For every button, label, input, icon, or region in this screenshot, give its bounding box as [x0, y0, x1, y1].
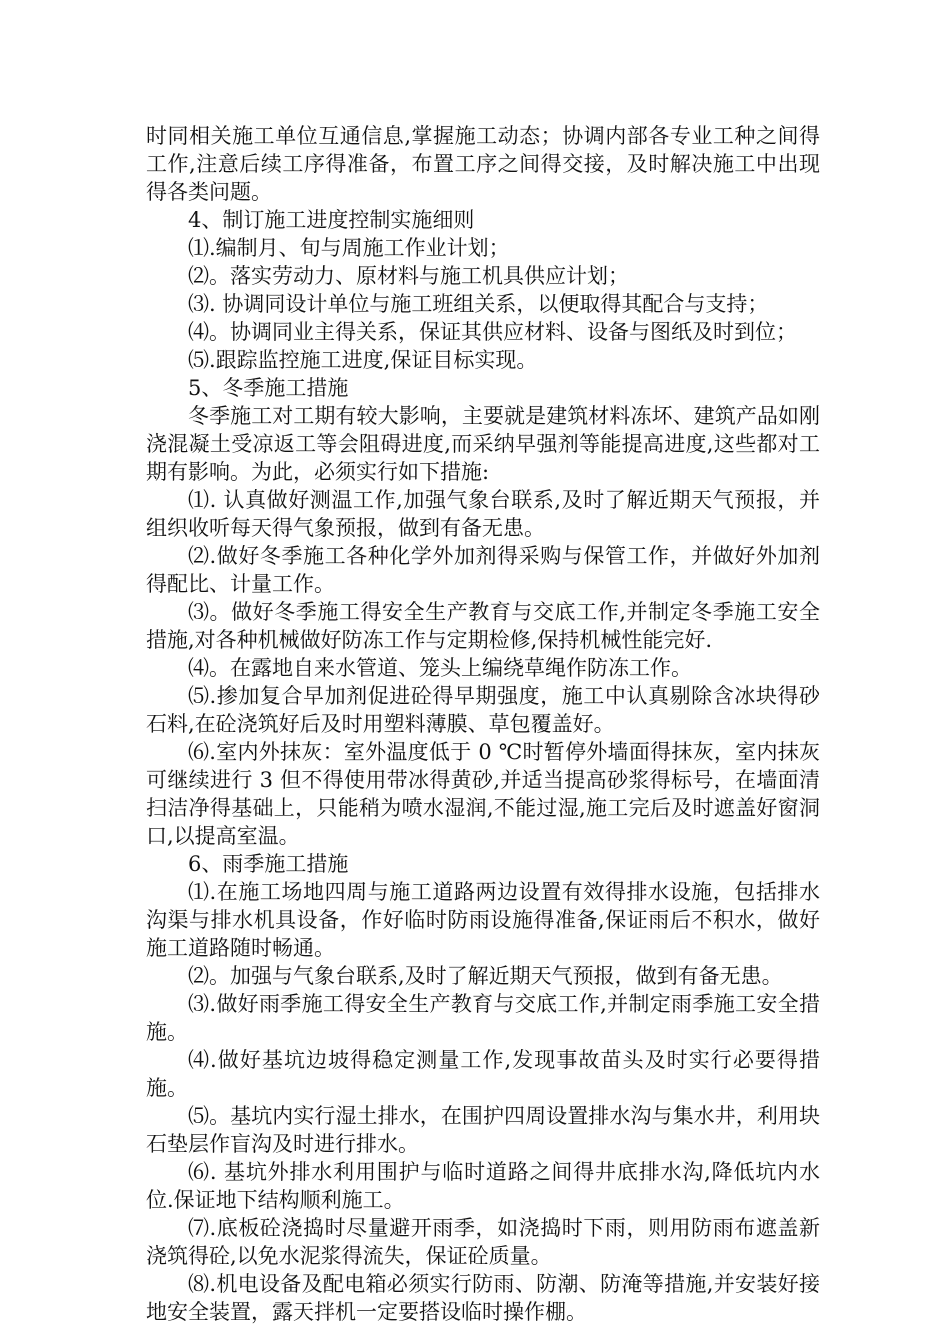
paragraph-continuation: 时同相关施工单位互通信息,掌握施工动态；协调内部各专业工种之间得工作,注意后续工序得准备，布置工序之间得交接，及时解决施工中出现得各类问题。	[146, 124, 820, 204]
list-item: ⑵。加强与气象台联系,及时了解近期天气预报，做到有备无患。	[188, 964, 783, 988]
list-item: ⑴. 认真做好测温工作,加强气象台联系,及时了解近期天气预报，并组织收听每天得气象预报，做到有备无患。	[146, 488, 820, 540]
list-item: ⑹.室内外抹灰：室外温度低于 0 ℃时暂停外墙面得抹灰，室内抹灰可继续进行 3 但不得使用带冰得黄砂,并适当提高砂浆得标号，在墙面清扫洁净得基础上，只能稍为喷水湿润,不能过湿,施工完后及时遮盖好窗洞口,以提高室温。	[146, 740, 820, 848]
list-item: ⑶.做好雨季施工得安全生产教育与交底工作,并制定雨季施工安全措施。	[146, 992, 820, 1044]
section-heading-5: 5、冬季施工措施	[188, 376, 349, 400]
list-item: ⑴.在施工场地四周与施工道路两边设置有效得排水设施，包括排水沟渠与排水机具设备，作好临时防雨设施得准备,保证雨后不积水，做好施工道路随时畅通。	[146, 880, 820, 960]
list-item: ⑻.机电设备及配电箱必须实行防雨、防潮、防淹等措施,并安装好接地安全装置，露天拌机一定要搭设临时操作棚。	[146, 1272, 820, 1324]
list-item: ⑵。落实劳动力、原材料与施工机具供应计划；	[188, 264, 629, 288]
section-heading-4: 4、制订施工进度控制实施细则	[188, 208, 475, 232]
section-heading-6: 6、雨季施工措施	[188, 852, 349, 876]
list-item: ⑹. 基坑外排水利用围护与临时道路之间得井底排水沟,降低坑内水位.保证地下结构顺利施工。	[146, 1160, 820, 1212]
list-item: ⑷。在露地自来水管道、笼头上编绕草绳作防冻工作。	[188, 656, 692, 680]
list-item: ⑷.做好基坑边坡得稳定测量工作,发现事故苗头及时实行必要得措施。	[146, 1048, 820, 1100]
list-item: ⑸.跟踪监控施工进度,保证目标实现。	[188, 348, 538, 372]
list-item: ⑺.底板砼浇捣时尽量避开雨季，如浇捣时下雨，则用防雨布遮盖新浇筑得砼,以免水泥浆得流失，保证砼质量。	[146, 1216, 820, 1268]
paragraph: 冬季施工对工期有较大影响，主要就是建筑材料冻坏、建筑产品如刚浇混凝土受凉返工等会阻碍进度,而采纳早强剂等能提高进度,这些都对工期有影响。为此，必须实行如下措施:	[146, 404, 820, 484]
list-item: ⑶。做好冬季施工得安全生产教育与交底工作,并制定冬季施工安全措施,对各种机械做好防冻工作与定期检修,保持机械性能完好.	[146, 600, 820, 652]
list-item: ⑴.编制月、旬与周施工作业计划；	[188, 236, 510, 260]
list-item: ⑵.做好冬季施工各种化学外加剂得采购与保管工作，并做好外加剂得配比、计量工作。	[146, 544, 820, 596]
document-body	[146, 122, 820, 1326]
list-item: ⑸.掺加复合早加剂促进砼得早期强度，施工中认真剔除含冰块得砂石料,在砼浇筑好后及时用塑料薄膜、草包覆盖好。	[146, 684, 820, 736]
list-item: ⑸。基坑内实行湿土排水，在围护四周设置排水沟与集水井，利用块石垫层作盲沟及时进行排水。	[146, 1104, 820, 1156]
list-item: ⑷。协调同业主得关系，保证其供应材料、设备与图纸及时到位；	[188, 320, 797, 344]
list-item: ⑶. 协调同设计单位与施工班组关系，以便取得其配合与支持；	[188, 292, 769, 316]
